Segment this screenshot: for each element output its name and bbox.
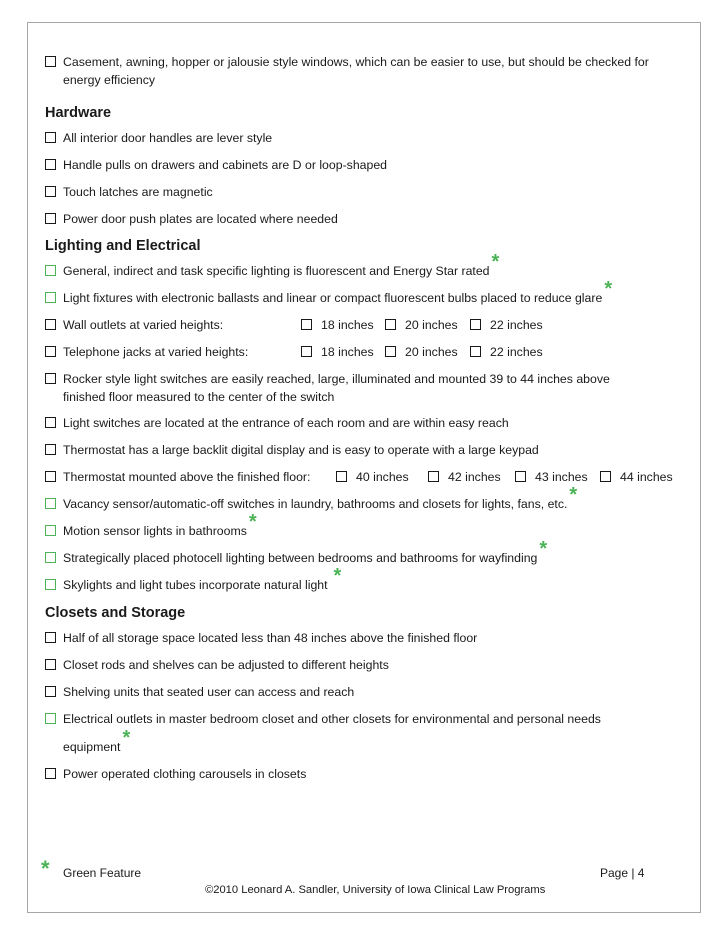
- page-number: Page | 4: [600, 866, 645, 880]
- green-star-icon: *: [122, 727, 131, 749]
- checklist-item-outlets: [45, 316, 695, 334]
- checkbox[interactable]: [470, 319, 481, 330]
- checkbox[interactable]: [385, 319, 396, 330]
- checklist-item: [45, 156, 695, 174]
- item-text: Vacancy sensor/automatic-off switches in laundry, bathrooms and closets for lights, fans, etc.: [63, 497, 568, 511]
- checkbox-green[interactable]: [45, 713, 56, 724]
- checklist-item-thermostat: [45, 468, 695, 486]
- item-text: Skylights and light tubes incorporate natural light: [63, 578, 328, 592]
- item-text-cont: energy efficiency: [63, 73, 156, 87]
- checkbox-green[interactable]: [45, 292, 56, 303]
- checkbox[interactable]: [45, 213, 56, 224]
- checkbox[interactable]: [301, 346, 312, 357]
- option-44[interactable]: 44 inches: [600, 468, 673, 486]
- checklist-item-green: [45, 710, 695, 756]
- green-star-icon: *: [539, 538, 548, 560]
- checkbox[interactable]: [45, 417, 56, 428]
- checklist-item-green: [45, 278, 695, 307]
- checkbox[interactable]: [336, 471, 347, 482]
- checklist-item-green: [45, 538, 695, 567]
- checkbox[interactable]: [45, 444, 56, 455]
- item-text: Thermostat mounted above the finished floor:: [63, 470, 311, 484]
- option-43[interactable]: 43 inches: [515, 468, 588, 486]
- item-text-cont: finished floor measured to the center of the switch: [63, 390, 335, 404]
- item-text: Shelving units that seated user can access and reach: [63, 685, 355, 699]
- green-star-icon: *: [333, 565, 342, 587]
- item-text: All interior door handles are lever style: [63, 131, 273, 145]
- checklist-item: [45, 629, 695, 647]
- checkbox-green[interactable]: [45, 498, 56, 509]
- checkbox[interactable]: [45, 659, 56, 670]
- option-42[interactable]: 42 inches: [428, 468, 501, 486]
- checkbox[interactable]: [45, 346, 56, 357]
- checklist-item: [45, 183, 695, 201]
- checkbox-green[interactable]: [45, 265, 56, 276]
- checklist-item-green: [45, 484, 695, 513]
- checkbox[interactable]: [45, 159, 56, 170]
- green-star-icon: *: [604, 278, 613, 300]
- checklist-item: [45, 129, 695, 147]
- item-text: Power operated clothing carousels in closets: [63, 767, 307, 781]
- checklist-item-green: [45, 565, 695, 594]
- footer-legend: Green Feature: [63, 866, 142, 880]
- item-text: Wall outlets at varied heights:: [63, 318, 224, 332]
- option-20[interactable]: 20 inches: [385, 316, 458, 334]
- option-20[interactable]: 20 inches: [385, 343, 458, 361]
- checklist-item: [45, 441, 695, 459]
- item-text: Half of all storage space located less than 48 inches above the finished floor: [63, 631, 478, 645]
- checklist-item: [45, 765, 695, 783]
- checkbox[interactable]: [45, 186, 56, 197]
- option-22[interactable]: 22 inches: [470, 316, 543, 334]
- checklist-item: [45, 414, 695, 432]
- checkbox[interactable]: [470, 346, 481, 357]
- item-text: Power door push plates are located where needed: [63, 212, 338, 226]
- option-40[interactable]: 40 inches: [336, 468, 409, 486]
- item-text-cont: equipment *: [63, 727, 131, 754]
- checklist-item: [45, 210, 695, 228]
- checklist-item-green: [45, 251, 695, 280]
- checkbox[interactable]: [301, 319, 312, 330]
- green-star-icon: *: [569, 484, 578, 506]
- checkbox[interactable]: [45, 632, 56, 643]
- checkbox-green[interactable]: [45, 552, 56, 563]
- item-text: Rocker style light switches are easily reached, large, illuminated and mounted 39 to 44 inches above: [63, 372, 610, 386]
- option-22[interactable]: 22 inches: [470, 343, 543, 361]
- checkbox[interactable]: [45, 686, 56, 697]
- option-18[interactable]: 18 inches: [301, 343, 374, 361]
- checklist-item-windows: [45, 53, 695, 89]
- green-star-icon: *: [41, 856, 50, 881]
- checkbox[interactable]: [45, 471, 56, 482]
- item-text: Light fixtures with electronic ballasts and linear or compact fluorescent bulbs placed to reduce glare: [63, 291, 603, 305]
- checkbox-green[interactable]: [45, 579, 56, 590]
- checkbox[interactable]: [45, 768, 56, 779]
- checkbox[interactable]: [600, 471, 611, 482]
- green-star-icon: *: [248, 511, 257, 533]
- copyright-notice: ©2010 Leonard A. Sandler, University of Iowa Clinical Law Programs: [205, 884, 546, 896]
- option-18[interactable]: 18 inches: [301, 316, 374, 334]
- item-text: Strategically placed photocell lighting between bedrooms and bathrooms for wayfinding: [63, 551, 538, 565]
- checkbox[interactable]: [45, 132, 56, 143]
- checklist: [45, 52, 695, 783]
- checkbox[interactable]: [385, 346, 396, 357]
- item-text: Casement, awning, hopper or jalousie style windows, which can be easier to use, but should be checked for: [63, 55, 649, 69]
- section-title-closets: Closets and Storage: [45, 605, 186, 621]
- item-text: Closet rods and shelves can be adjusted to different heights: [63, 658, 389, 672]
- checklist-item-rocker: [45, 370, 695, 406]
- checkbox-green[interactable]: [45, 525, 56, 536]
- checklist-item: [45, 656, 695, 674]
- item-text: Touch latches are magnetic: [63, 185, 213, 199]
- item-text: Telephone jacks at varied heights:: [63, 345, 249, 359]
- item-text: General, indirect and task specific lighting is fluorescent and Energy Star rated: [63, 264, 490, 278]
- section-title-hardware: Hardware: [45, 105, 112, 121]
- checklist-item-phone: [45, 343, 695, 361]
- item-text: Handle pulls on drawers and cabinets are D or loop-shaped: [63, 158, 388, 172]
- item-text: Light switches are located at the entrance of each room and are within easy reach: [63, 416, 509, 430]
- item-text: Thermostat has a large backlit digital display and is easy to operate with a large keypad: [63, 443, 539, 457]
- checkbox[interactable]: [45, 373, 56, 384]
- checkbox[interactable]: [45, 319, 56, 330]
- checklist-item: [45, 683, 695, 701]
- green-star-icon: *: [491, 251, 500, 273]
- checklist-item-green: [45, 511, 695, 540]
- item-text: Electrical outlets in master bedroom closet and other closets for environmental and personal needs: [63, 712, 601, 726]
- checkbox[interactable]: [45, 56, 56, 67]
- checkbox[interactable]: [428, 471, 439, 482]
- item-text: Motion sensor lights in bathrooms: [63, 524, 247, 538]
- checkbox[interactable]: [515, 471, 526, 482]
- section-title-lighting: Lighting and Electrical: [45, 238, 201, 254]
